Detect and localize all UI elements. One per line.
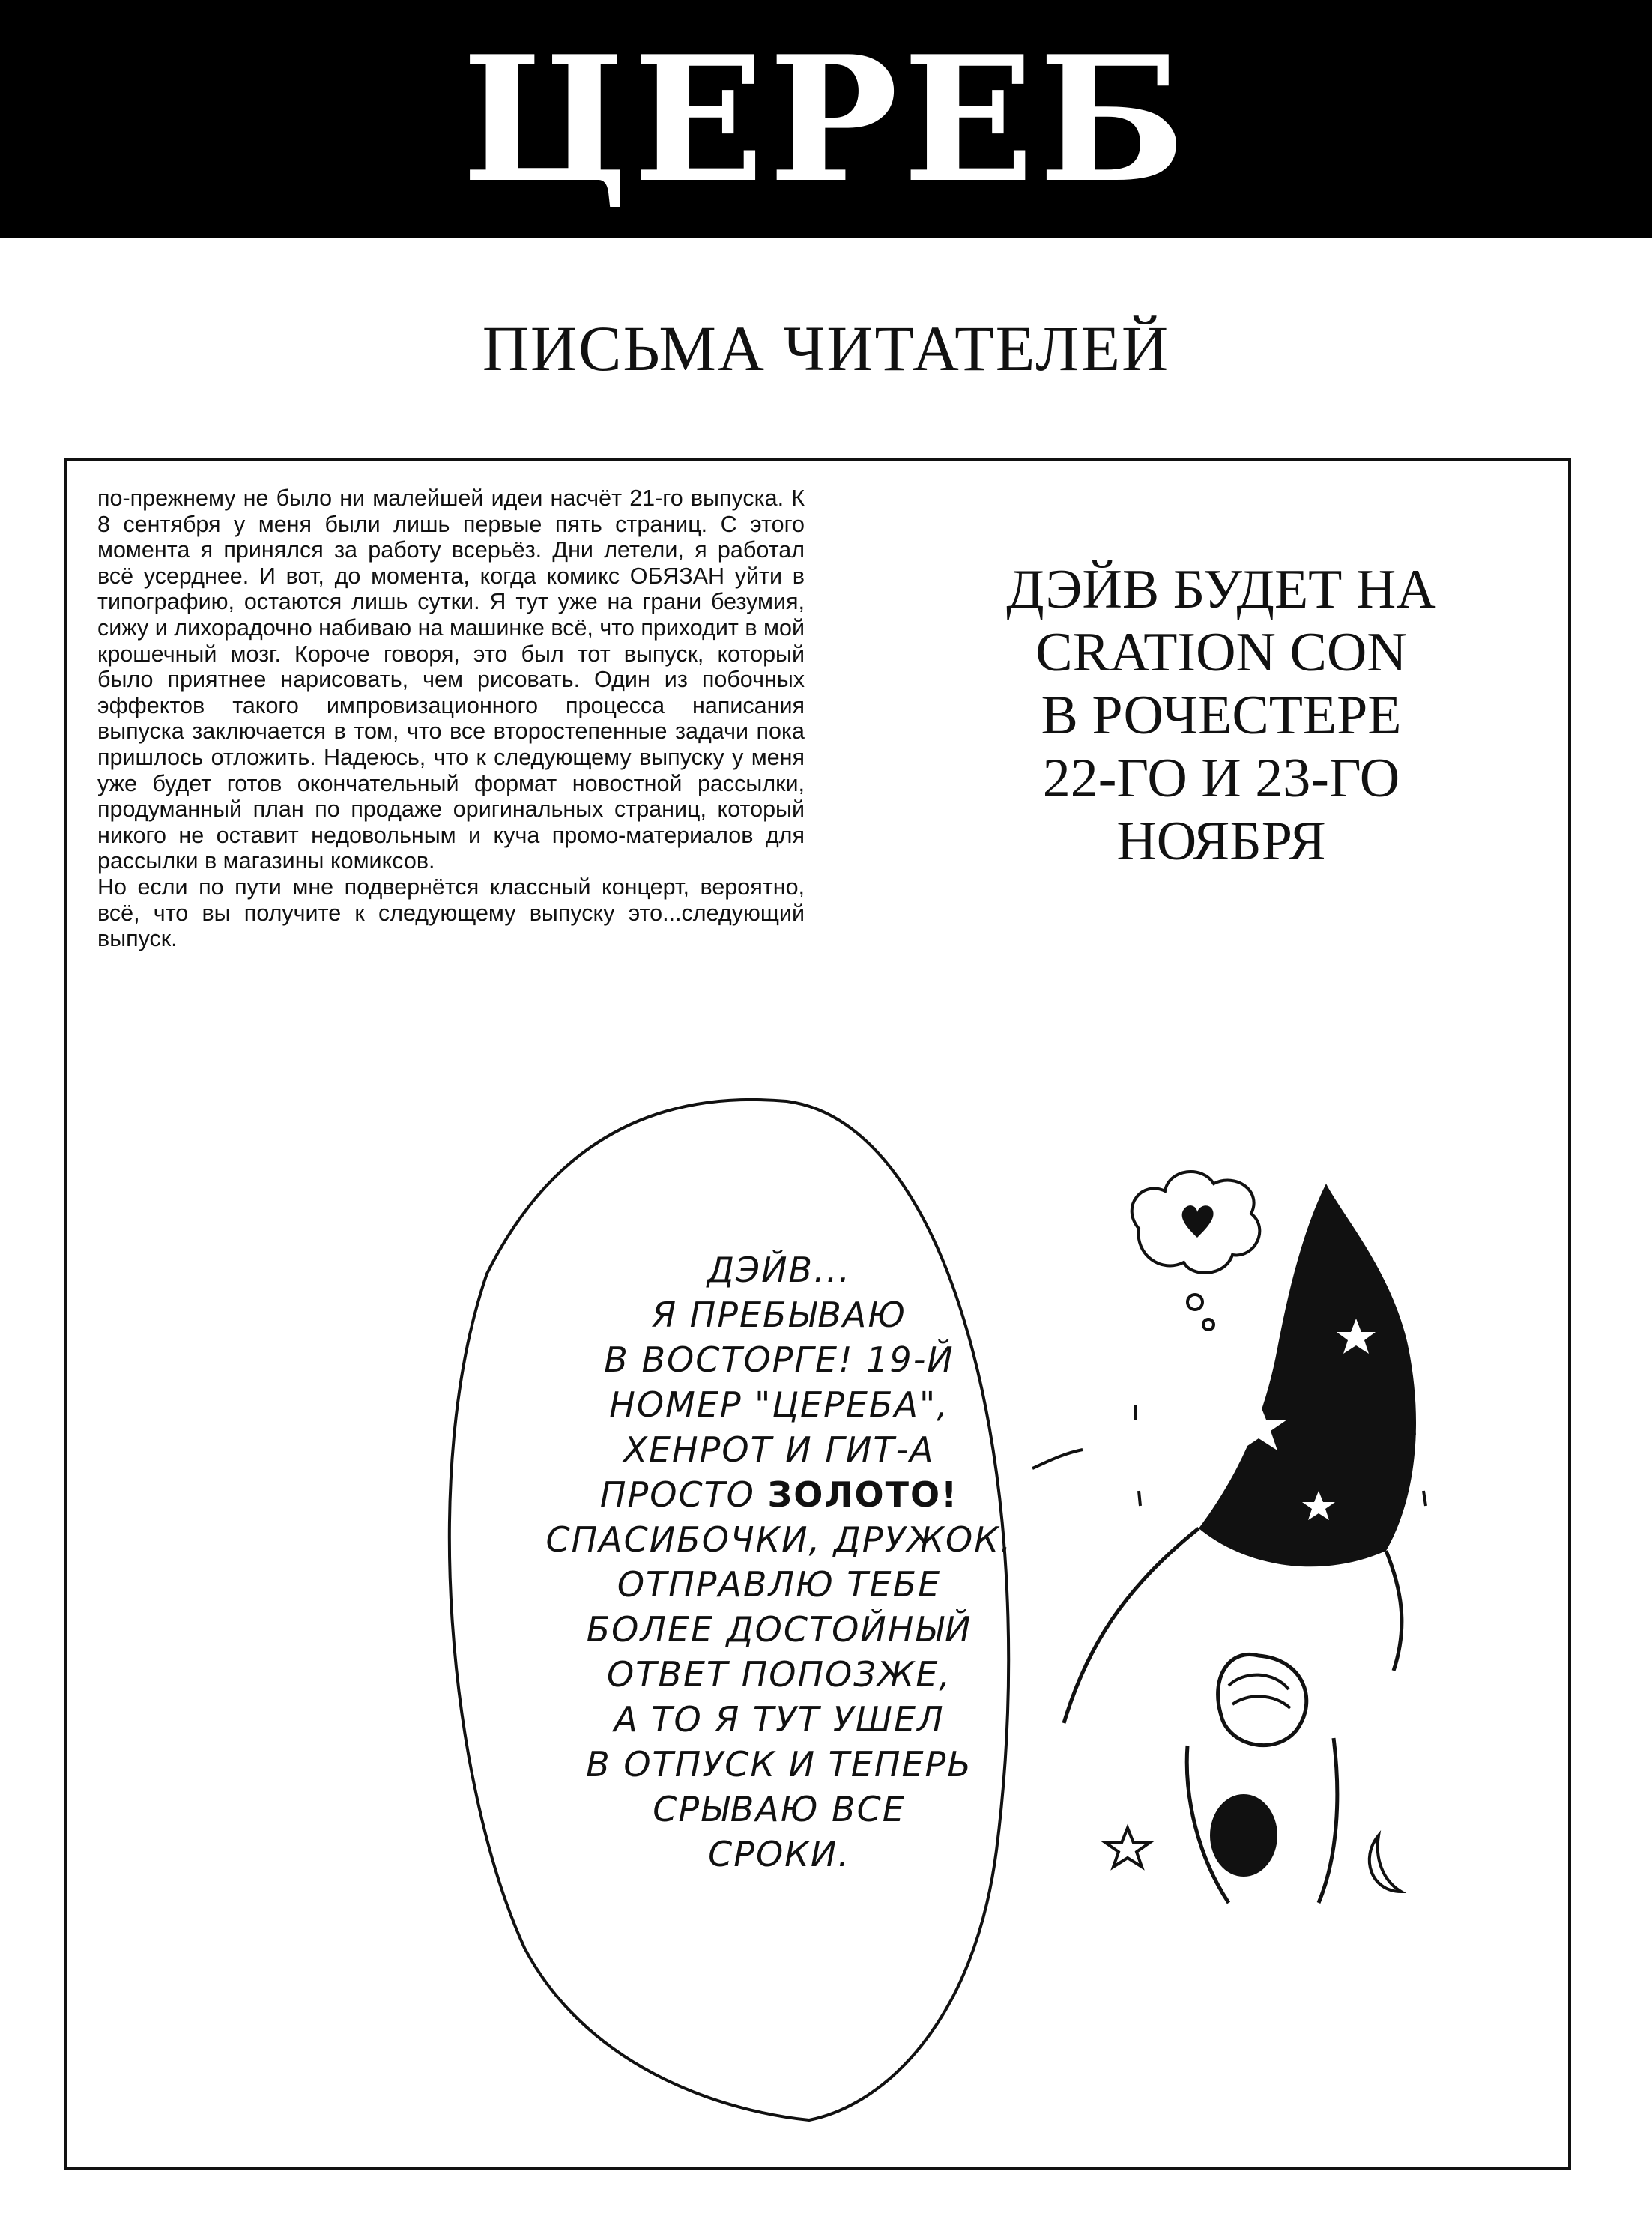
announcement-line: НОЯБРЯ: [1116, 811, 1326, 872]
speech-line: СРЫВАЮ ВСЕ: [653, 1789, 906, 1829]
section-title: ПИСЬМА ЧИТАТЕЛЕЙ: [482, 312, 1170, 384]
bubble-tail: [1032, 1450, 1083, 1468]
speech-line: В ВОСТОРГЕ! 19-Й: [604, 1339, 954, 1380]
letter-paragraph: по-прежнему не было ни малейшей идеи насчёт 21-го выпуска. К 8 сентября у меня были лишь первые пять страниц. С этого момента я принялся за работу всерьёз. Дни летели, я работал всё усерднее. И вот, до момента, когда комикс ОБЯЗАН уйти в типографию, остаются лишь сутки. Я тут уже на грани безумия, сижу и лихорадочно набиваю на машинке всё, что приходит в мой крошечный мозг. Короче говоря, это был тот выпуск, который было приятнее нарисовать, чем рисовать. Один из побочных эффектов такого импровизационного процесса написания выпуска заключается в том, что все второстепенные задачи пока пришлось отложить. Надеюсь, что к следующему выпуску у меня уже будет готов окончательный формат новостной рассылки, продуманный план по продаже оригинальных страниц, который никого не оставит недовольным и куча промо-материалов для рассылки в магазины комиксов.: [97, 485, 805, 874]
speech-line: Я ПРЕБЫВАЮ: [652, 1295, 907, 1335]
speech-line: НОМЕР "ЦЕРЕБА",: [609, 1384, 949, 1425]
wizard-head: [1218, 1654, 1307, 1745]
speech-gold-word: ЗОЛОТО!: [767, 1474, 959, 1515]
announcement-line: 22-ГО И 23-ГО: [1042, 748, 1400, 809]
announcement-line: В РОЧЕСТЕРЕ: [1041, 685, 1402, 746]
speech-line: А ТО Я ТУТ УШЕЛ: [614, 1699, 945, 1740]
heart-icon: [1182, 1205, 1214, 1238]
speech-line-gold: [539, 1472, 1019, 1517]
letter-paragraph: Но если по пути мне подвернётся классный концерт, вероятно, всё, что вы получите к следующему выпуску это...следующий выпуск.: [97, 874, 805, 952]
announcement-line: CRATION CON: [1035, 622, 1407, 683]
thought-dot: [1187, 1295, 1202, 1310]
wizard-belly: [1210, 1794, 1277, 1877]
speech-gold-prefix: ПРОСТО: [599, 1474, 755, 1515]
speech-line: БОЛЕЕ ДОСТОЙНЫЙ: [586, 1609, 972, 1650]
speech-line: ДЭЙВ...: [707, 1250, 851, 1290]
speech-bubble-text: [539, 1247, 1019, 1877]
thought-dot: [1203, 1319, 1214, 1330]
speech-line: СПАСИБОЧКИ, ДРУЖОК.: [545, 1519, 1013, 1560]
announcement-line: ДЭЙВ БУДЕТ НА: [1006, 559, 1436, 620]
wizard-hat: [1199, 1184, 1416, 1566]
moon-icon: [1370, 1835, 1401, 1892]
wizard-hands: [1229, 1675, 1290, 1708]
speech-line: В ОТПУСК И ТЕПЕРЬ: [586, 1744, 972, 1784]
speech-line: ХЕНРОТ И ГИТ-А: [623, 1429, 935, 1470]
speech-line: ОТВЕТ ПОПОЗЖЕ,: [607, 1654, 951, 1695]
masthead-logo: ЦЕРЕБ: [462, 19, 1190, 221]
speech-line: СРОКИ.: [708, 1834, 850, 1874]
speech-line: ОТПРАВЛЮ ТЕБЕ: [617, 1564, 942, 1605]
small-star-icon: [1106, 1828, 1149, 1867]
